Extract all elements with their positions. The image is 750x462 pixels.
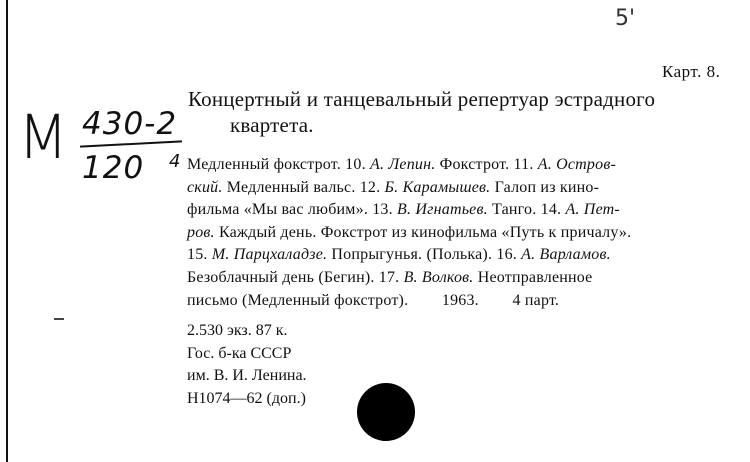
shelfmark-denominator-text: 120 (82, 150, 145, 186)
shelfmark-superscript: 4 (169, 150, 182, 172)
text-span: Галоп из кино- (490, 178, 600, 196)
text-span: Попрыгунья. (Полька). 16. (327, 246, 522, 264)
author-name: А. Лепин. (369, 156, 436, 173)
text-span: Безоблачный день (Бегин). 17. (187, 268, 404, 286)
contents-line (187, 244, 742, 267)
text-span: Танго. 14. (487, 201, 566, 219)
contents-list (187, 154, 742, 312)
author-name: М. Парцхаладзе. (211, 246, 328, 264)
contents-line (187, 154, 742, 177)
shelfmark-denominator (82, 150, 181, 186)
author-name: В. Волков. (403, 268, 474, 286)
contents-line (187, 222, 742, 245)
margin-dash (54, 318, 64, 320)
text-span: Фокстрот. 11. (435, 156, 538, 173)
text-span: Неотправленное (473, 268, 593, 286)
contents-line (187, 267, 742, 290)
card-number: Карт. 8. (662, 62, 721, 81)
card-punch-hole (357, 383, 415, 441)
contents-line (187, 177, 742, 200)
imprint-copies: 2.530 экз. 87 к. (187, 322, 288, 339)
contents-line (187, 199, 742, 222)
author-name: А. Варламов. (521, 246, 611, 264)
shelfmark-numerator-text: 430-2 (82, 106, 178, 142)
text-span: фильма «Мы вас любим». 13. (187, 201, 398, 219)
contents-line (187, 290, 742, 313)
card-title (188, 86, 738, 138)
shelfmark-numerator (82, 106, 177, 142)
author-name: ский. (187, 178, 223, 196)
imprint-block (187, 320, 307, 410)
author-name: А. Остров- (537, 156, 616, 173)
text-span: Медленный фокстрот. 10. (187, 156, 370, 173)
imprint-library-2: им. В. И. Ленина. (187, 367, 307, 385)
text-span: 15. (187, 246, 212, 264)
text-span: письмо (Медленный фокстрот). 1963. 4 парт. (187, 291, 560, 309)
imprint-library-1: Гос. б-ка СССР (187, 344, 292, 362)
author-name: Б. Карамышев. (384, 178, 491, 196)
title-line-2: квартета. (230, 113, 314, 137)
shelfmark-letter: М (18, 101, 69, 173)
corner-handwritten-mark: 5' (615, 6, 636, 31)
text-span: Каждый день. Фокстрот из кинофильма «Путь к причалу». (214, 223, 632, 241)
author-name: В. Игнатьев. (397, 201, 488, 219)
imprint-code: Н1074—62 (доп.) (187, 389, 306, 407)
title-line-1: Концертный и танцевальный репертуар эстрадного (188, 87, 656, 111)
author-name: ров. (187, 223, 215, 241)
author-name: А. Пет- (565, 201, 620, 219)
card-left-border (6, 0, 8, 462)
text-span: Медленный вальс. 12. (222, 178, 385, 196)
